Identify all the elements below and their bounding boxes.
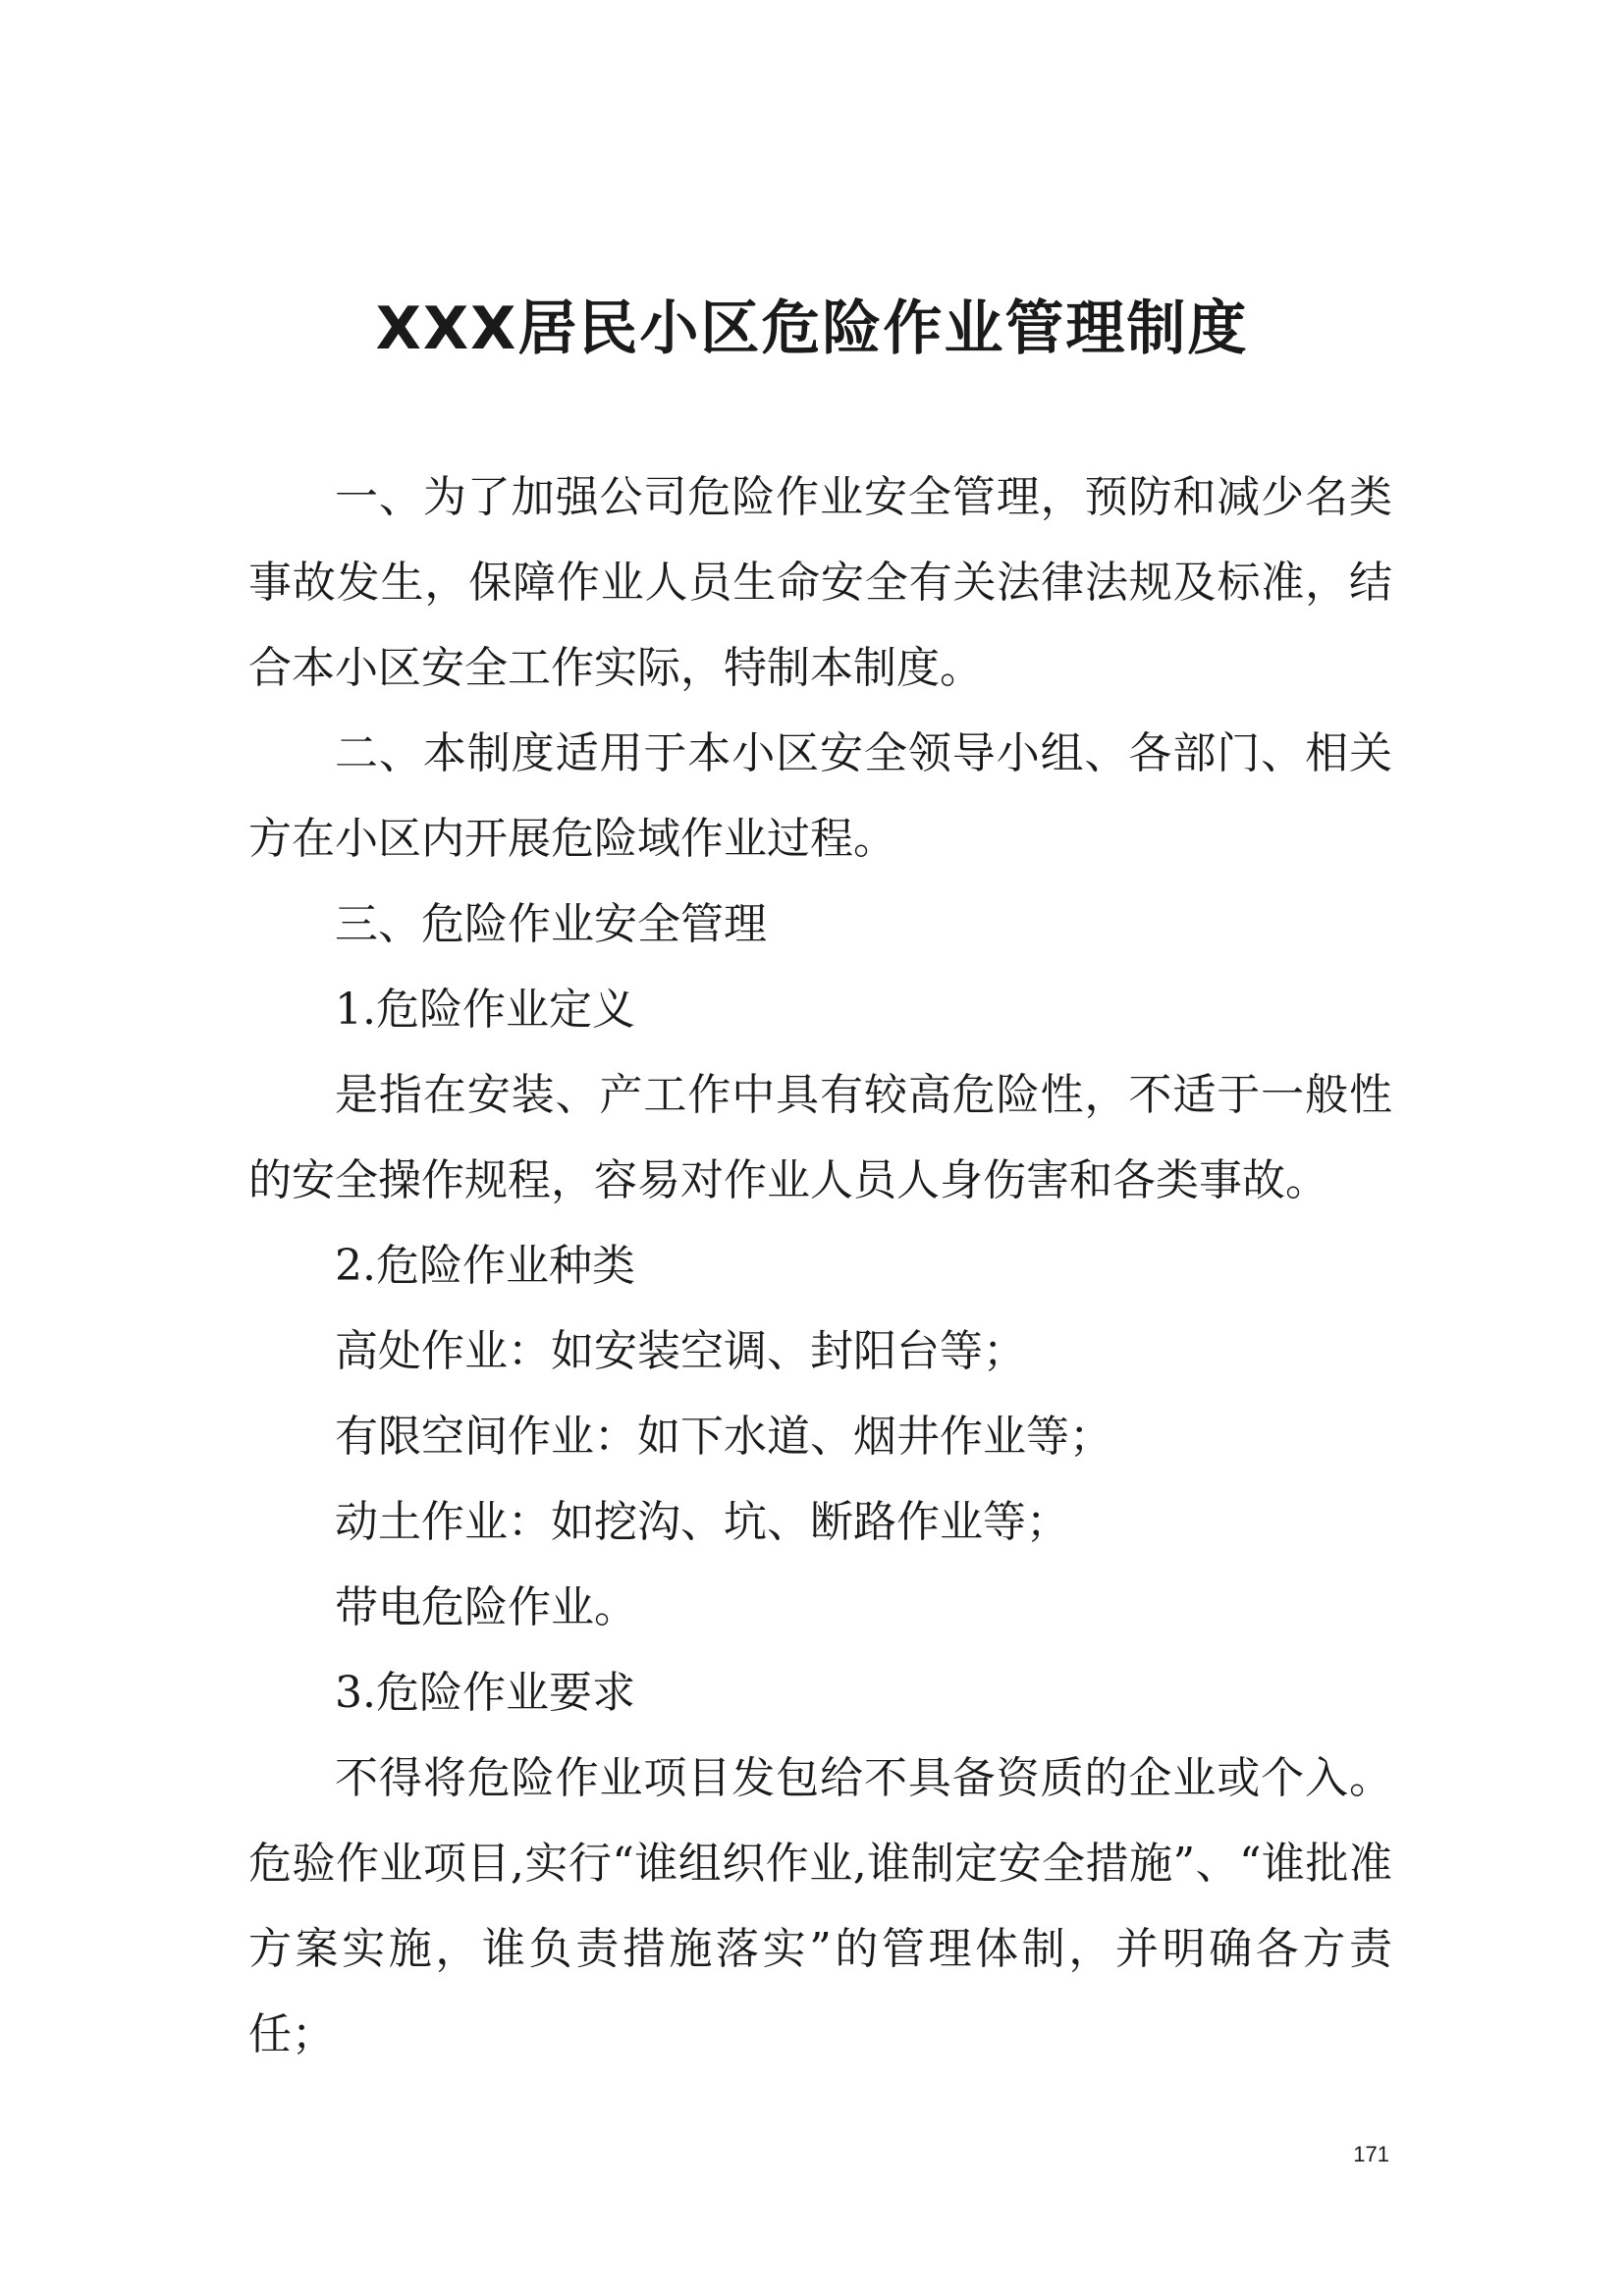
list-item-height-work: 高处作业：如安装空调、封阳台等； <box>335 1326 1026 1376</box>
paragraph-requirements: 不得将危险作业项目发包给不具备资质的企业或个入。危验作业项目,实行“谁组织作业,谁制定安全措施”、“谁批准方案实施，谁负责措施落实”的管理体制，并明确各方责任； <box>248 1753 1392 2059</box>
document-body <box>248 454 1392 2077</box>
paragraph-definition: 是指在安装、产工作中具有较高危险性，不适于一般性的安全操作规程，容易对作业人员人身伤害和各类事故。 <box>248 1070 1392 1205</box>
page-number: 171 <box>1353 2142 1389 2166</box>
list-item-confined-space: 有限空间作业：如下水道、烟井作业等； <box>335 1412 1112 1462</box>
paragraph-purpose: 一、为了加强公司危险作业安全管理，预防和减少名类事故发生，保障作业人员生命安全有关法律法规及标准，结合本小区安全工作实际，特制本制度。 <box>248 472 1392 693</box>
section-heading-safety-management: 三、危险作业安全管理 <box>335 899 767 949</box>
subheading-definition: 1.危险作业定义 <box>335 985 635 1035</box>
page-title: XXX居民小区危险作业管理制度 <box>375 294 1249 363</box>
paragraph-scope: 二、本制度适用于本小区安全领导小组、各部门、相关方在小区内开展危险域作业过程。 <box>248 728 1392 864</box>
subheading-types: 2.危险作业种类 <box>335 1241 635 1291</box>
subheading-requirements: 3.危险作业要求 <box>335 1668 635 1718</box>
list-item-excavation: 动土作业：如挖沟、坑、断路作业等； <box>335 1497 1069 1547</box>
list-item-live-electrical: 带电危险作业。 <box>335 1582 637 1632</box>
